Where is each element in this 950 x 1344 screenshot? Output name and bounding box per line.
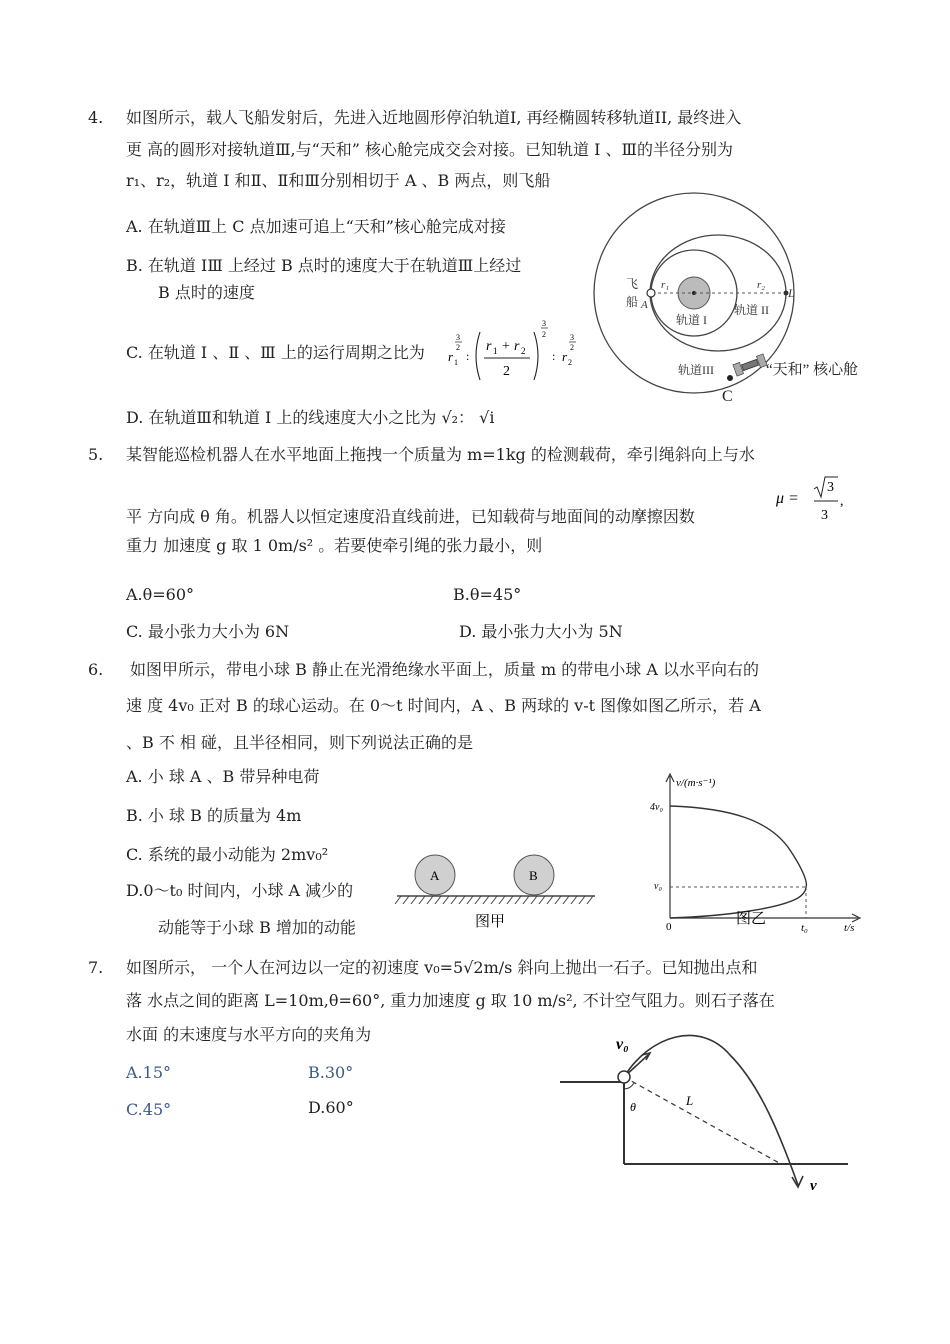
q7-line1: 如图所示， 一个人在河边以一定的初速度 v₀=5√2m/s 斜向上抛出一石子。已知抛出点和 [126,958,758,977]
q6-figure-jia [395,845,595,935]
svg-text:2: 2 [503,364,510,379]
label-chuan: 船 [626,295,639,309]
svg-text:t₀: t₀ [801,922,808,934]
svg-text:r: r [514,339,520,354]
q6-line1: 如图甲所示，带电小球 B 静止在光滑绝缘水平面上，质量 m 的带电小球 A 以水平向右的 [130,660,760,679]
svg-text:轨道III: 轨道III [678,363,714,377]
svg-text:2: 2 [456,343,460,352]
q6-number: 6. [88,660,104,679]
svg-text:3: 3 [821,508,828,523]
svg-text:,: , [840,494,844,509]
svg-text:v₀: v₀ [654,881,662,892]
svg-text:图甲: 图甲 [475,914,506,930]
q4-option-a: A. 在轨道Ⅲ上 C 点加速可追上“天和”核心舱完成对接 [126,217,506,236]
svg-text:t/s: t/s [844,922,855,934]
q4-option-b-line2: B 点时的速度 [158,283,255,302]
q7-line2: 落 水点之间的距离 L=10m,θ=60°, 重力加速度 g 取 10 m/s², 不计空气阻力。则石子落在 [126,991,775,1010]
svg-text:轨道 I: 轨道 I [676,313,707,327]
svg-text:0: 0 [666,921,672,933]
svg-text::: : [552,349,556,363]
svg-text:r₂: r₂ [757,279,766,291]
svg-text:r: r [486,339,492,354]
svg-text:轨道 II: 轨道 II [734,303,769,317]
svg-text:v/(m·s⁻¹): v/(m·s⁻¹) [676,777,716,789]
q7-option-b: B.30° [308,1063,354,1082]
svg-text:4v₀: 4v₀ [650,802,663,813]
q5-option-d: D. 最小张力大小为 5N [459,622,623,641]
svg-text:“天和” 核心舱: “天和” 核心舱 [766,362,859,378]
q6-option-c: C. 系统的最小动能为 2mv₀² [126,845,329,864]
ball-a-velocity-curve [670,806,806,887]
spacecraft-point-a [647,289,655,297]
svg-text:L: L [788,286,795,300]
q6-line3: 、B 不 相 碰，且半径相同，则下列说法正确的是 [126,733,474,752]
q4-number: 4. [88,108,104,127]
q4-option-d: D. 在轨道Ⅲ和轨道 I 上的线速度大小之比为 √₂： √i [126,408,495,427]
q4-orbit-diagram [590,190,880,410]
svg-text:r: r [562,349,568,364]
svg-text:1: 1 [493,346,498,356]
q5-line1: 某智能巡检机器人在水平地面上拖拽一个质量为 m=1kg 的检测载荷，牵引绳斜向上与水 [126,445,755,464]
svg-text:r₁: r₁ [661,279,670,291]
label-fei: 飞 [626,277,639,291]
svg-text:2: 2 [570,343,574,352]
svg-text:3: 3 [456,333,460,342]
q7-line3: 水面 的末速度与水平方向的夹角为 [126,1025,372,1044]
svg-text:v: v [810,1178,817,1194]
q6-option-a: A. 小 球 A 、B 带异种电荷 [126,767,320,786]
q6-line2: 速 度 4v₀ 正对 B 的球心运动。在 0～t 时间内，A 、B 两球的 v-t 图像如图乙所示，若 A [126,696,761,715]
q4-option-c: C. 在轨道 I 、Ⅱ 、Ⅲ 上的运行周期之比为 [126,343,425,362]
q4-option-b-line1: B. 在轨道 IⅢ 上经过 B 点时的速度大于在轨道Ⅲ上经过 [126,256,522,275]
q6-option-b: B. 小 球 B 的质量为 4m [126,806,302,825]
q5-number: 5. [88,445,104,464]
svg-text:+: + [502,339,510,354]
q4-period-formula [446,318,596,388]
q6-vt-graph [640,770,870,935]
q5-mu-formula [776,475,846,525]
q4-line3: r₁、r₂，轨道 I 和Ⅱ、Ⅱ和Ⅲ分别相切于 A 、B 两点，则飞船 [126,171,551,190]
q7-number: 7. [88,958,104,977]
q7-option-c: C.45° [126,1100,172,1119]
svg-text:图乙: 图乙 [736,911,767,927]
svg-text:r: r [448,349,454,364]
svg-text:2: 2 [568,358,572,367]
q7-option-a: A.15° [126,1063,171,1082]
svg-text:3: 3 [542,319,546,328]
svg-text:μ =: μ = [776,490,799,507]
svg-text:A: A [430,868,440,883]
svg-text::: : [466,349,470,363]
q5-option-c: C. 最小张力大小为 6N [126,622,290,641]
svg-text:2: 2 [521,346,526,356]
svg-text:2: 2 [542,330,546,339]
q7-option-d: D.60° [308,1098,354,1117]
throw-point [618,1071,630,1083]
svg-text:v₀: v₀ [616,1036,629,1053]
q5-option-a: A.θ=60° [126,585,195,604]
q4-line1: 如图所示，载人飞船发射后，先进入近地圆形停泊轨道I, 再经椭圆转移轨道II, 最终进入 [126,108,742,127]
svg-text:3: 3 [570,333,574,342]
svg-text:C: C [722,388,733,405]
q4-line2: 更 高的圆形对接轨道Ⅲ,与“天和” 核心舱完成交会对接。已知轨道 I 、Ⅲ的半径分别为 [126,140,733,159]
q5-line2: 平 方向成 θ 角。机器人以恒定速度沿直线前进，已知载荷与地面间的动摩擦因数 [126,507,695,526]
trajectory-curve [624,1035,798,1185]
q6-option-d-line1: D.0～t₀ 时间内，小球 A 减少的 [126,881,354,900]
svg-text:3: 3 [827,480,834,495]
svg-text:θ: θ [630,1100,636,1114]
q5-line3: 重力 加速度 g 取 1 0m/s² 。若要使牵引绳的张力最小，则 [126,536,543,555]
svg-text:L: L [686,1093,694,1108]
q7-projectile-diagram [560,1025,860,1200]
svg-text:A: A [641,299,648,311]
q6-option-d-line2: 动能等于小球 B 增加的动能 [158,918,356,937]
point-c [727,375,733,381]
q5-option-b: B.θ=45° [453,585,522,604]
svg-text:1: 1 [454,358,458,367]
svg-text:B: B [529,868,538,883]
tianhe-module-icon [733,354,767,376]
